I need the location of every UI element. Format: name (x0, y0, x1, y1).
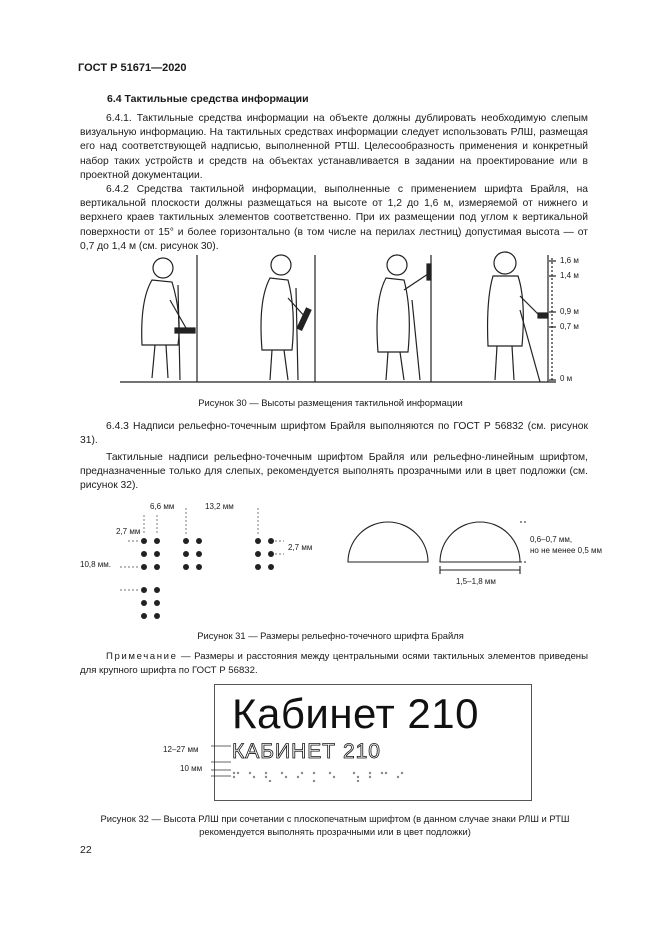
figure-31-caption: Рисунок 31 — Размеры рельефно-точечного шрифта Брайля (197, 630, 464, 641)
person-figure-3 (377, 255, 431, 380)
height-label-1-4: 1,4 м (560, 271, 579, 280)
label-text-height: 12–27 мм (163, 745, 199, 754)
label-dot-height: 0,6–0,7 мм, (530, 535, 573, 544)
sign-tactile-text: КАБИНЕТ 210 (232, 740, 381, 763)
page-number: 22 (80, 844, 92, 856)
height-label-1-6: 1,6 м (560, 256, 579, 265)
person-figure-1 (142, 258, 195, 380)
label-dot-spacing: 6,6 мм (150, 502, 175, 511)
label-line-spacing: 10,8 мм. (80, 560, 112, 569)
dot-profile-right (440, 522, 520, 562)
height-label-0-7: 0,7 м (560, 322, 579, 331)
figure-30-caption: Рисунок 30 — Высоты размещения тактильной информации (198, 397, 463, 408)
label-braille-height: 10 мм (180, 764, 203, 773)
note-text: — Размеры и расстояния между центральными осями тактильных элементов приведены для крупного шрифта по ГОСТ Р 56832. (80, 651, 588, 676)
label-dot-base: 1,5–1,8 мм (456, 577, 496, 586)
paragraph-6-4-2: 6.4.2 Средства тактильной информации, выполненные с применением шрифта Брайля, на вертикальной плоскости должны размещаться на высоте от 1,2 до 1,6 м, измеряемой от нижнего и верхнего краев тактильных элементов соответственно. При их размещении под углом к вертикальной поверхности от 15° и более горизонтально (в том числе на перилах лестниц) допустимая высота — от 0,7 до 1,4 м (см. рисунок 30). (80, 184, 588, 252)
note-paragraph (80, 650, 588, 677)
figure-32-caption: Рисунок 32 — Высота РЛШ при сочетании с плоскопечатным шрифтом (в данном случае знаки РЛШ и РТШ рекомендуется выполнять прозрачными или в цвет подложки) (100, 813, 570, 837)
label-dot-diameter-right: 2,7 мм (288, 543, 313, 552)
height-label-0: 0 м (560, 374, 573, 383)
paragraph-6-4-1: 6.4.1. Тактильные средства информации на объекте должны дублировать необходимую слепым визуальную информацию. На тактильных средствах информации следует использовать РЛШ, размещая его над соответствующей надписью, выполненной РТШ. Целесообразность применения и конкретный набор таких устройств и средств на объектах устанавливается в задании на проектирование или в проектной документации. (80, 113, 588, 181)
paragraph-6-4-3: 6.4.3 Надписи рельефно-точечным шрифтом Брайля выполняются по ГОСТ Р 56832 (см. рисунок 31). (80, 421, 588, 447)
label-dot-height-min: но не менее 0,5 мм (530, 546, 603, 555)
section-title: 6.4 Тактильные средства информации (107, 93, 309, 105)
note-label: Примечание (106, 651, 178, 662)
person-figure-4 (488, 252, 548, 382)
figure-32-dimension-lines (205, 740, 233, 780)
document-header: ГОСТ Р 51671—2020 (78, 62, 187, 74)
braille-dots-grid (141, 538, 274, 619)
sign-braille-row (230, 770, 410, 782)
paragraph-6-4-3-cont: Тактильные надписи рельефно-точечным шрифтом Брайля или рельефно-линейным шрифтом, предназначенные только для слепых, рекомендуется выполнять прозрачными или в цвет подложки (см. рисунок 32). (80, 452, 588, 492)
label-dot-diameter-left: 2,7 мм (116, 527, 141, 536)
height-label-0-9: 0,9 м (560, 307, 579, 316)
label-cell-spacing: 13,2 мм (205, 502, 234, 511)
sign-large-text: Кабинет 210 (232, 690, 479, 737)
dot-profile-left (348, 522, 428, 562)
person-figure-2 (261, 255, 311, 380)
